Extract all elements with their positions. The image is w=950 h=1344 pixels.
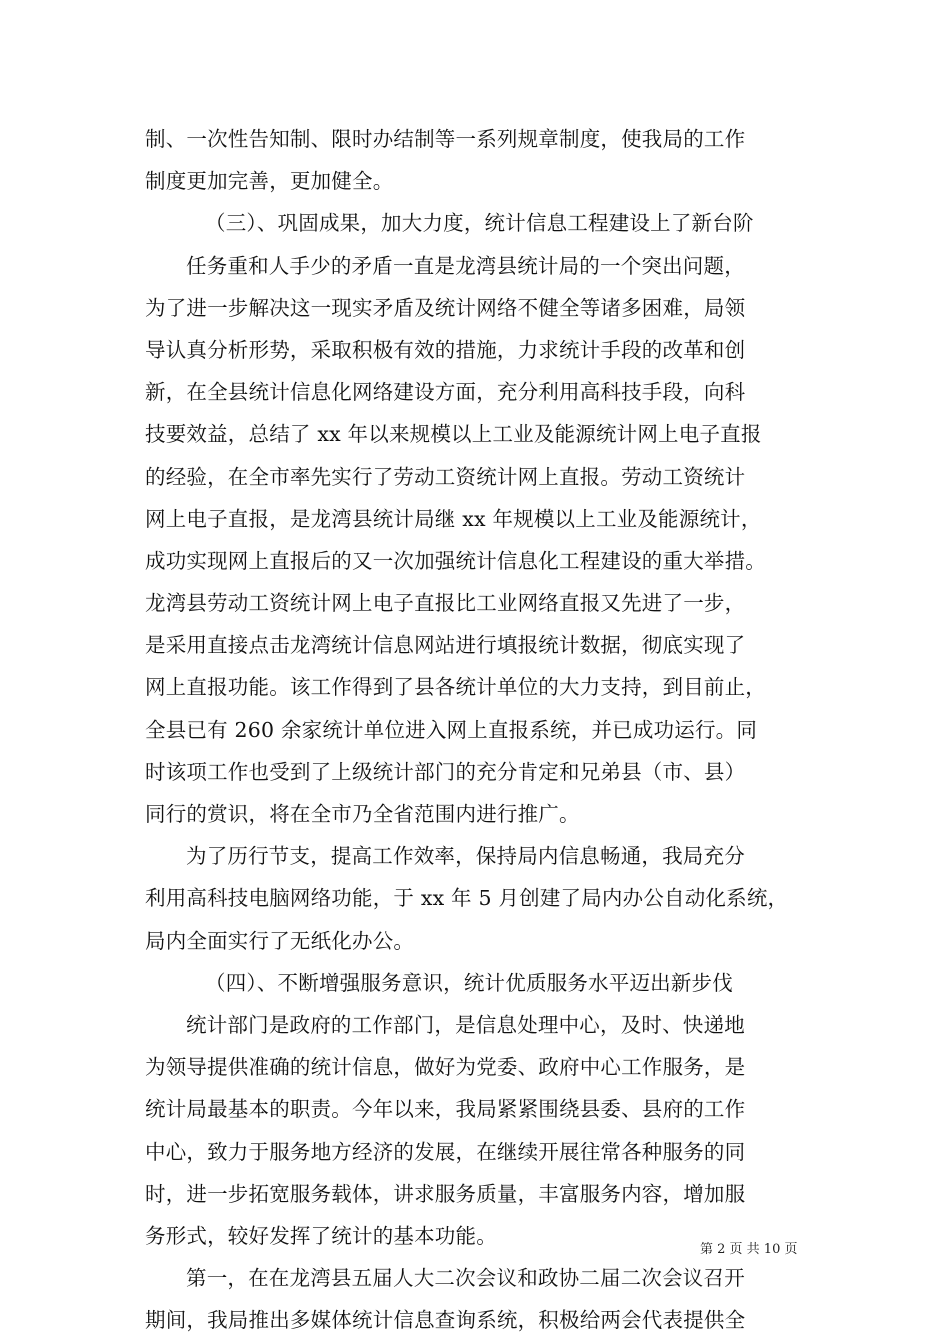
text-line: 任务重和人手少的矛盾一直是龙湾县统计局的一个突出问题， [186,253,745,278]
body-text [145,118,825,1341]
text-line: 统计局最基本的职责。今年以来，我局紧紧围绕县委、县府的工作 [145,1097,746,1122]
text-line: 全县已有 260 余家统计单位进入网上直报系统，并已成功运行。同 [145,717,758,742]
text-line: 第一，在在龙湾县五届人大二次会议和政协二届二次会议召开 [186,1266,745,1291]
text-line: 制、一次性告知制、限时办结制等一系列规章制度，使我局的工作 [145,127,746,151]
text-line: 期间，我局推出多媒体统计信息查询系统，积极给两会代表提供全 [145,1308,746,1333]
text-line: 同行的赏识，将在全市乃全省范围内进行推广。 [145,802,580,826]
text-line: 局内全面实行了无纸化办公。 [145,928,415,953]
text-line: 利用高科技电脑网络功能，于 xx 年 5 月创建了局内办公自动化系统， [145,886,789,911]
section-heading-4: （四）、不断增强服务意识，统计优质服务水平迈出新步伐 [205,970,733,995]
text-line: 制度更加完善，更加健全。 [145,169,394,194]
text-line: 为了历行节支，提高工作效率，保持局内信息畅通，我局充分 [186,844,745,869]
text-line: 是采用直接点击龙湾统计信息网站进行填报统计数据，彻底实现了 [145,633,746,658]
text-line: 技要效益，总结了 xx 年以来规模以上工业及能源统计网上电子直报 [145,422,762,447]
text-line: 的经验，在全市率先实行了劳动工资统计网上直报。劳动工资统计 [145,464,746,489]
text-line: 为了进一步解决这一现实矛盾及统计网络不健全等诸多困难，局领 [145,295,746,320]
text-line: 网上电子直报，是龙湾县统计局继 xx 年规模以上工业及能源统计， [145,506,762,531]
text-line: 成功实现网上直报后的又一次加强统计信息化工程建设的重大举措。 [145,548,766,573]
text-line: 务形式，较好发挥了统计的基本功能。 [145,1223,497,1248]
section-heading-3: （三）、巩固成果，加大力度，统计信息工程建设上了新台阶 [205,211,754,236]
text-line: 新，在全县统计信息化网络建设方面，充分利用高科技手段，向科 [145,380,746,405]
text-line: 中心，致力于服务地方经济的发展，在继续开展往常各种服务的同 [145,1139,746,1164]
text-line: 时该项工作也受到了上级统计部门的充分肯定和兄弟县（市、县） [145,759,746,784]
text-line: 统计部门是政府的工作部门，是信息处理中心，及时、快递地 [186,1012,745,1037]
text-line: 为领导提供准确的统计信息，做好为党委、政府中心工作服务，是 [145,1055,746,1080]
text-line: 导认真分析形势，采取积极有效的措施，力求统计手段的改革和创 [145,337,746,362]
text-line: 时，进一步拓宽服务载体，讲求服务质量，丰富服务内容，增加服 [145,1181,746,1206]
page-number: 第 2 页 共 10 页 [700,1242,798,1257]
text-line: 龙湾县劳动工资统计网上电子直报比工业网络直报又先进了一步， [145,591,746,616]
text-line: 网上直报功能。该工作得到了县各统计单位的大力支持，到目前止， [145,675,766,700]
